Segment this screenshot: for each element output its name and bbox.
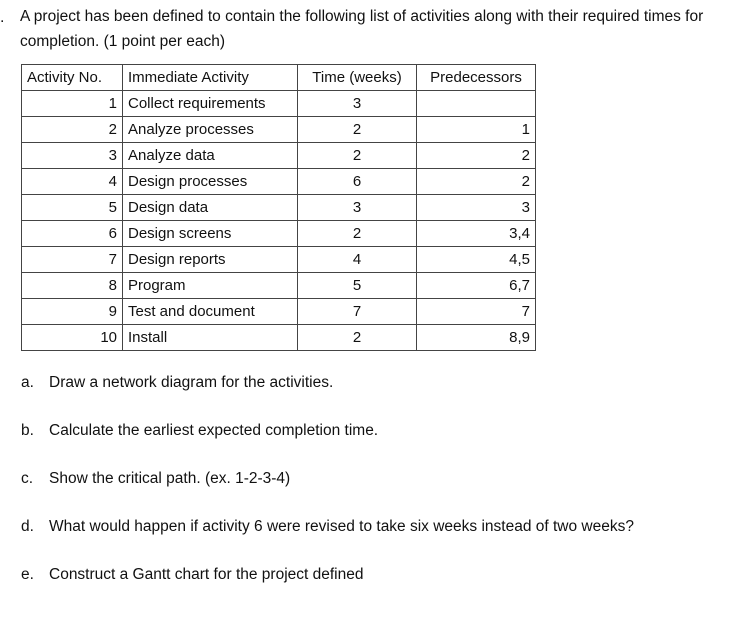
- time-cell: 7: [298, 299, 417, 325]
- time-cell: 2: [298, 143, 417, 169]
- table-row: [22, 143, 536, 169]
- question-d: [21, 518, 634, 536]
- time-cell: 3: [298, 195, 417, 221]
- table-row: [22, 299, 536, 325]
- activity-name-cell: Test and document: [123, 299, 298, 325]
- predecessors-cell: 2: [417, 143, 536, 169]
- activity-no-cell: 7: [22, 247, 123, 273]
- activity-name-cell: Analyze data: [123, 143, 298, 169]
- time-cell: 6: [298, 169, 417, 195]
- table-header-row: [22, 65, 536, 91]
- question-text: Construct a Gantt chart for the project defined: [49, 566, 364, 583]
- activity-no-cell: 2: [22, 117, 123, 143]
- table-row: [22, 221, 536, 247]
- activities-table: [21, 64, 536, 351]
- question-b: [21, 422, 378, 440]
- time-cell: 2: [298, 221, 417, 247]
- problem-statement: A project has been defined to contain the following list of activities along with their required times for completion. (1 point per each): [20, 8, 704, 50]
- question-text: Draw a network diagram for the activities.: [49, 374, 334, 391]
- time-cell: 3: [298, 91, 417, 117]
- time-cell: 2: [298, 117, 417, 143]
- activity-name-cell: Design processes: [123, 169, 298, 195]
- activity-no-cell: 4: [22, 169, 123, 195]
- header-activity-no: Activity No.: [22, 65, 123, 91]
- predecessors-cell: 8,9: [417, 325, 536, 351]
- activity-name-cell: Program: [123, 273, 298, 299]
- question-text: Show the critical path. (ex. 1-2-3-4): [49, 470, 291, 487]
- predecessors-cell: [417, 91, 536, 117]
- question-text: Calculate the earliest expected completion time.: [49, 422, 379, 439]
- predecessors-cell: 3: [417, 195, 536, 221]
- question-letter: c.: [21, 470, 34, 487]
- activity-name-cell: Analyze processes: [123, 117, 298, 143]
- question-e: [21, 566, 363, 584]
- question-a: [21, 374, 333, 392]
- header-predecessors: Predecessors: [417, 65, 536, 91]
- activity-no-cell: 3: [22, 143, 123, 169]
- question-letter: a.: [21, 374, 34, 391]
- question-letter: d.: [21, 518, 34, 535]
- predecessors-cell: 1: [417, 117, 536, 143]
- table-row: [22, 117, 536, 143]
- table-row: [22, 169, 536, 195]
- question-letter: e.: [21, 566, 34, 583]
- activity-no-cell: 1: [22, 91, 123, 117]
- activity-no-cell: 9: [22, 299, 123, 325]
- predecessors-cell: 2: [417, 169, 536, 195]
- activity-name-cell: Design screens: [123, 221, 298, 247]
- activity-name-cell: Design reports: [123, 247, 298, 273]
- predecessors-cell: 6,7: [417, 273, 536, 299]
- predecessors-cell: 7: [417, 299, 536, 325]
- question-text: What would happen if activity 6 were revised to take six weeks instead of two weeks?: [49, 518, 634, 535]
- time-cell: 5: [298, 273, 417, 299]
- table-row: [22, 273, 536, 299]
- activity-no-cell: 6: [22, 221, 123, 247]
- predecessors-cell: 3,4: [417, 221, 536, 247]
- header-time-weeks: Time (weeks): [298, 65, 417, 91]
- activity-no-cell: 10: [22, 325, 123, 351]
- predecessors-cell: 4,5: [417, 247, 536, 273]
- activity-no-cell: 8: [22, 273, 123, 299]
- bullet-marker: .: [0, 9, 5, 26]
- question-c: [21, 470, 290, 488]
- time-cell: 2: [298, 325, 417, 351]
- activity-name-cell: Design data: [123, 195, 298, 221]
- activity-name-cell: Install: [123, 325, 298, 351]
- header-immediate-activity: Immediate Activity: [123, 65, 298, 91]
- time-cell: 4: [298, 247, 417, 273]
- activity-no-cell: 5: [22, 195, 123, 221]
- table-row: [22, 91, 536, 117]
- table-row: [22, 325, 536, 351]
- question-letter: b.: [21, 422, 34, 439]
- table-row: [22, 195, 536, 221]
- activity-name-cell: Collect requirements: [123, 91, 298, 117]
- table-row: [22, 247, 536, 273]
